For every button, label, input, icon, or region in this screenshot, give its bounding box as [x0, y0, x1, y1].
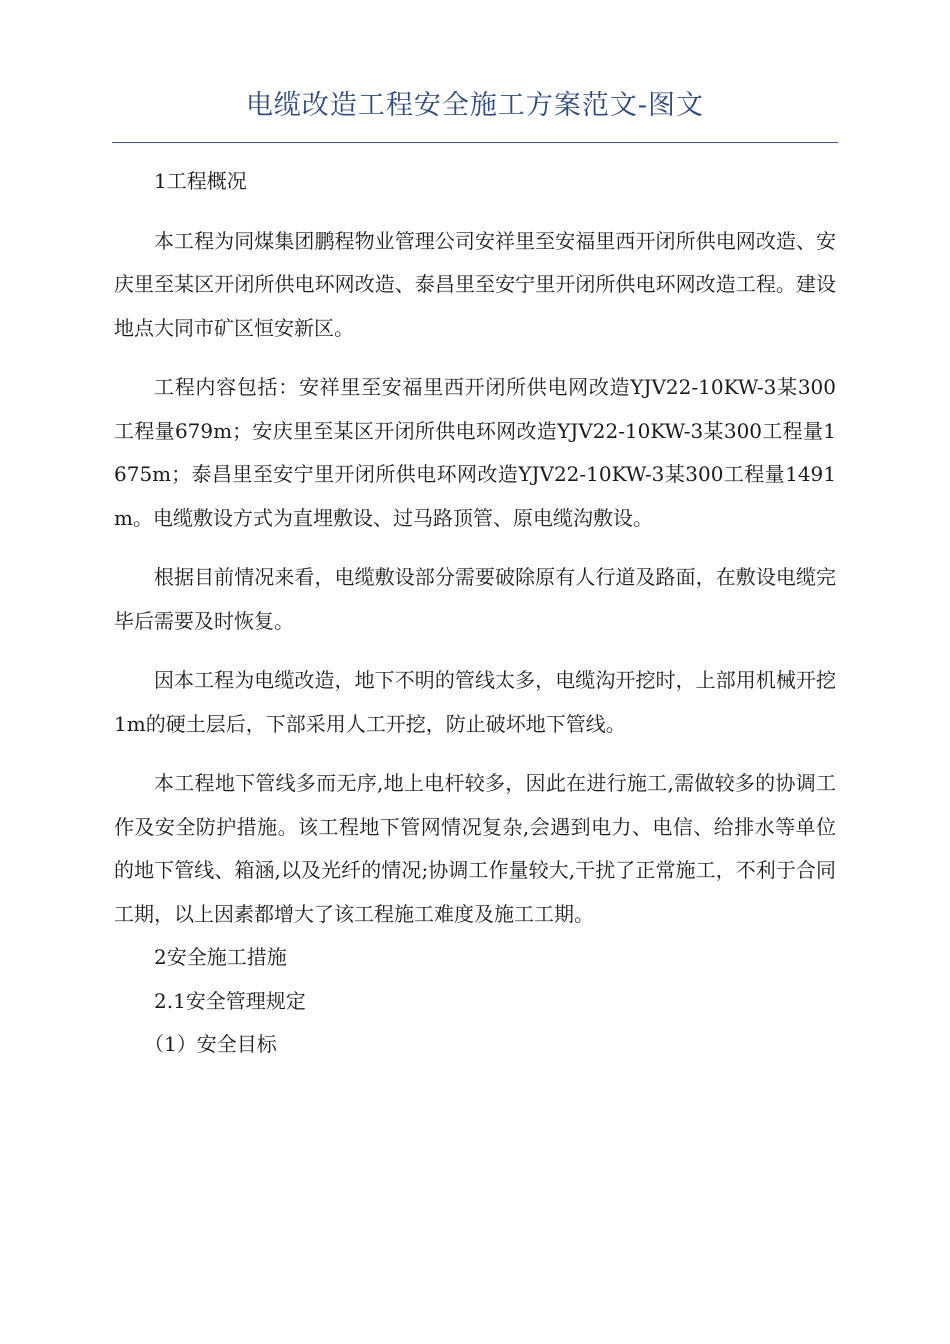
- document-title: 电缆改造工程安全施工方案范文-图文: [245, 90, 705, 121]
- item-heading-safety-goal: （1）安全目标: [144, 1032, 277, 1056]
- paragraph-excavation: 因本工程为电缆改造，地下不明的管线太多，电缆沟开挖时，上部用机械开挖1m的硬土层后，下部采用人工开挖，防止破坏地下管线。: [114, 668, 836, 736]
- section-heading-overview: 1工程概况: [154, 169, 247, 193]
- paragraph-difficulties: 本工程地下管线多而无序,地上电杆较多，因此在进行施工,需做较多的协调工作及安全防护措施。该工程地下管网情况复杂,会遇到电力、电信、给排水等单位的地下管线、箱涵,以及光纤的情况;协调工作量较大,干扰了正常施工，不利于合同工期，以上因素都增大了该工程施工难度及施工工期。: [114, 771, 836, 926]
- document-body: [114, 160, 836, 1067]
- paragraph-work-content: 工程内容包括：安祥里至安福里西开闭所供电网改造YJV22-10KW-3某300工程量679m；安庆里至某区开闭所供电环网改造YJV22-10KW-3某300工程量1675m；泰昌里至安宁里开闭所供电环网改造YJV22-10KW-3某300工程量1491m。电缆敷设方式为直埋敷设、过马路顶管、原电缆沟敷设。: [114, 375, 836, 530]
- title-divider: [112, 142, 838, 143]
- subsection-heading-safety-rules: 2.1安全管理规定: [154, 988, 306, 1013]
- section-heading-safety-measures: 2安全施工措施: [154, 945, 287, 969]
- paragraph-current-situation: 根据目前情况来看，电缆敷设部分需要破除原有人行道及路面，在敷设电缆完毕后需要及时恢复。: [114, 565, 836, 633]
- paragraph-project-scope: 本工程为同煤集团鹏程物业管理公司安祥里至安福里西开闭所供电网改造、安庆里至某区开闭所供电环网改造、泰昌里至安宁里开闭所供电环网改造工程。建设地点大同市矿区恒安新区。: [114, 228, 836, 340]
